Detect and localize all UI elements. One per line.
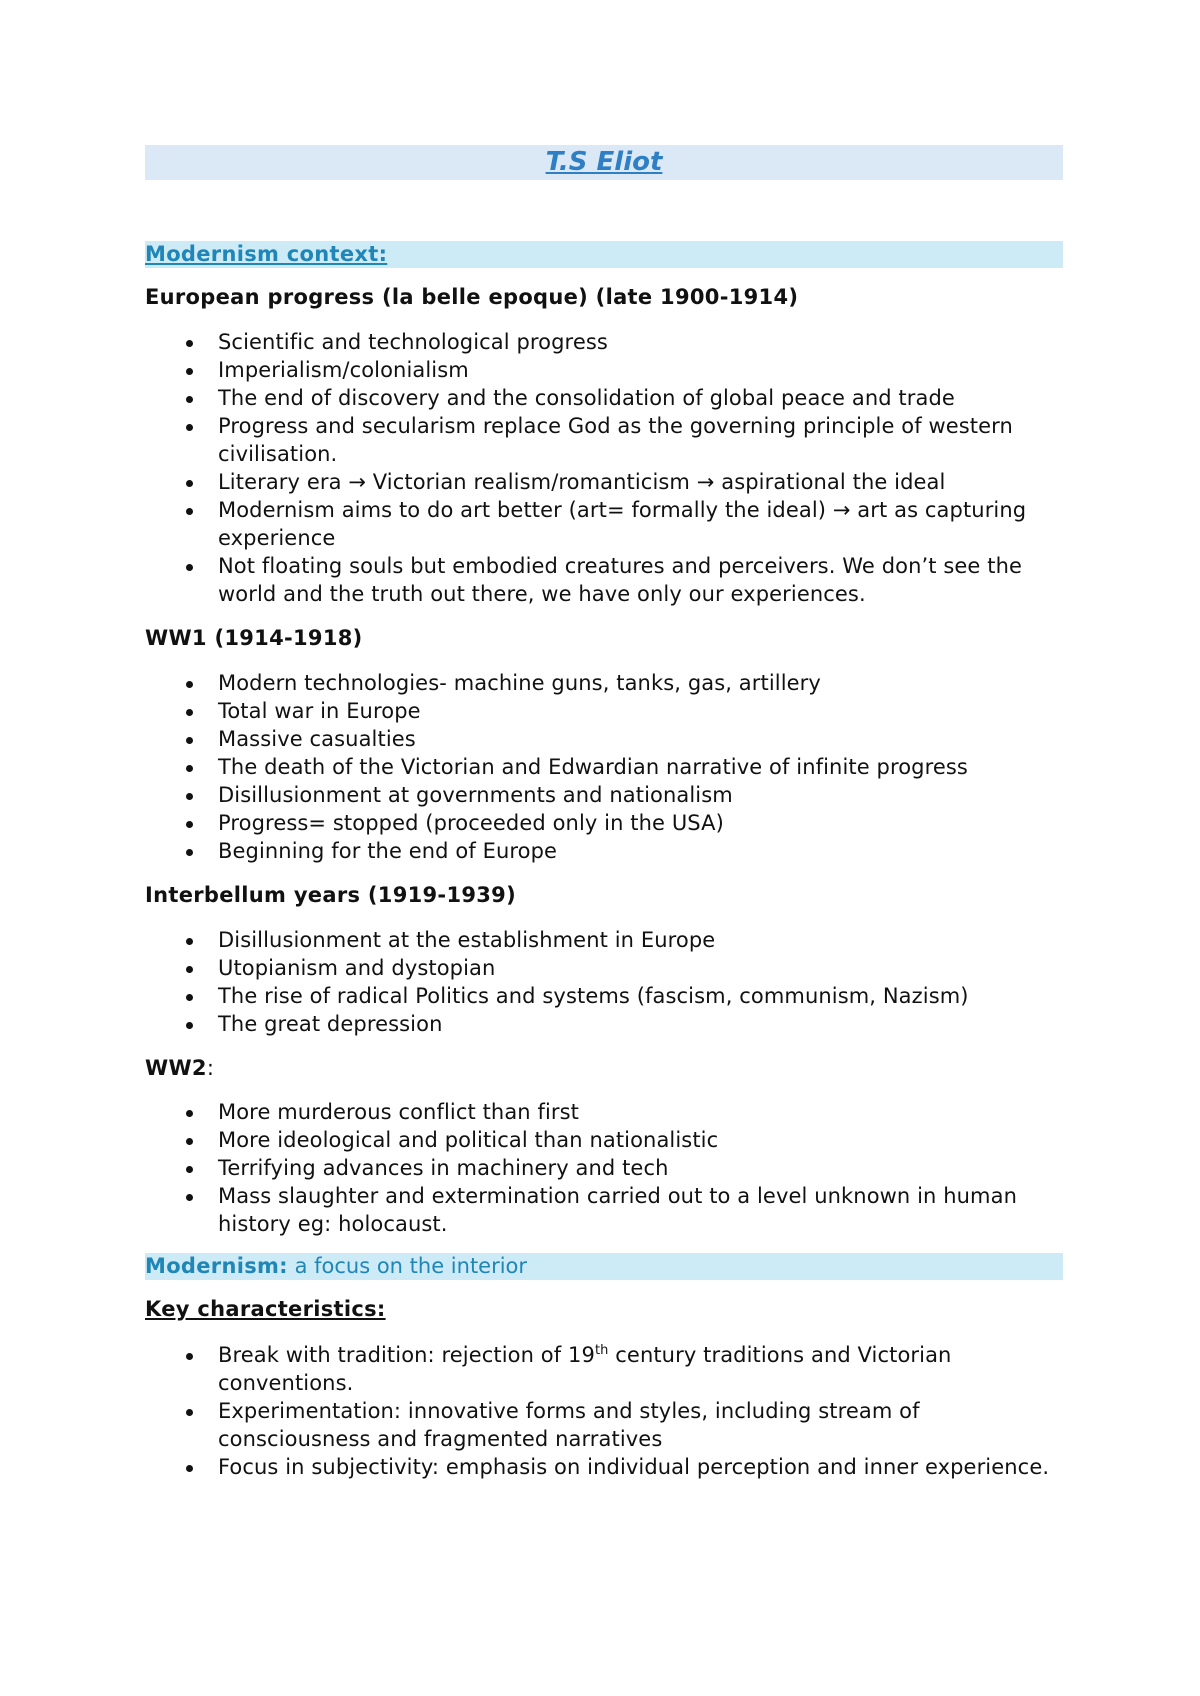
bullet-icon	[186, 938, 193, 945]
list-item: Modernism aims to do art better (art= formally the ideal) → art as capturing experience	[145, 496, 1063, 552]
section-heading-key-characteristics: Key characteristics:	[145, 1297, 386, 1321]
list-european-progress	[145, 328, 1063, 608]
bullet-icon	[186, 1110, 193, 1117]
document-page	[145, 0, 1063, 1696]
list-item: Disillusionment at governments and nationalism	[145, 781, 1063, 809]
modernism-context-bar	[145, 241, 1063, 268]
list-item: Progress= stopped (proceeded only in the USA)	[145, 809, 1063, 837]
bullet-icon	[186, 709, 193, 716]
list-item: Scientific and technological progress	[145, 328, 1063, 356]
list-item: More ideological and political than nationalistic	[145, 1126, 1063, 1154]
section-heading-interbellum: Interbellum years (1919-1939)	[145, 883, 516, 907]
list-item: Progress and secularism replace God as the governing principle of western civilisation.	[145, 412, 1063, 468]
bullet-icon	[186, 1022, 193, 1029]
bullet-icon	[186, 1465, 193, 1472]
list-item: Literary era → Victorian realism/romanticism → aspirational the ideal	[145, 468, 1063, 496]
list-ww1	[145, 669, 1063, 865]
bullet-icon	[186, 765, 193, 772]
bullet-icon	[186, 966, 193, 973]
bullet-icon	[186, 480, 193, 487]
list-interbellum	[145, 926, 1063, 1038]
bullet-icon	[186, 424, 193, 431]
bullet-icon	[186, 849, 193, 856]
bullet-icon	[186, 1353, 193, 1360]
list-item: The end of discovery and the consolidation of global peace and trade	[145, 384, 1063, 412]
bullet-icon	[186, 508, 193, 515]
list-item: More murderous conflict than first	[145, 1098, 1063, 1126]
document-title: T.S Eliot	[545, 147, 663, 177]
list-item: Focus in subjectivity: emphasis on individual perception and inner experience.	[145, 1453, 1063, 1481]
bullet-icon	[186, 1194, 193, 1201]
modernism-focus-text: a focus on the interior	[287, 1254, 528, 1278]
list-item: Beginning for the end of Europe	[145, 837, 1063, 865]
list-ww2	[145, 1098, 1063, 1238]
section-heading-ww2: WW2:	[145, 1056, 215, 1080]
modernism-focus-bar	[145, 1253, 1063, 1280]
bullet-icon	[186, 821, 193, 828]
list-item: The great depression	[145, 1010, 1063, 1038]
list-item: Massive casualties	[145, 725, 1063, 753]
list-item: Mass slaughter and extermination carried out to a level unknown in human history eg: holocaust.	[145, 1182, 1063, 1238]
bullet-icon	[186, 1409, 193, 1416]
list-item: The rise of radical Politics and systems (fascism, communism, Nazism)	[145, 982, 1063, 1010]
modernism-context-heading: Modernism context:	[145, 242, 388, 266]
list-item: Modern technologies- machine guns, tanks, gas, artillery	[145, 669, 1063, 697]
list-item: Break with tradition: rejection of 19th century traditions and Victorian conventions.	[145, 1341, 1063, 1397]
modernism-focus-label: Modernism:	[145, 1254, 288, 1278]
bullet-icon	[186, 396, 193, 403]
section-heading-ww1: WW1 (1914-1918)	[145, 626, 363, 650]
bullet-icon	[186, 1166, 193, 1173]
bullet-icon	[186, 340, 193, 347]
list-item: Utopianism and dystopian	[145, 954, 1063, 982]
bullet-icon	[186, 368, 193, 375]
bullet-icon	[186, 681, 193, 688]
list-item: Terrifying advances in machinery and tech	[145, 1154, 1063, 1182]
list-item: Imperialism/colonialism	[145, 356, 1063, 384]
bullet-icon	[186, 564, 193, 571]
list-key-characteristics	[145, 1341, 1063, 1481]
bullet-icon	[186, 793, 193, 800]
list-item: Not floating souls but embodied creatures and perceivers. We don’t see the world and the truth out there, we have only our experiences.	[145, 552, 1063, 608]
list-item: Total war in Europe	[145, 697, 1063, 725]
bullet-icon	[186, 1138, 193, 1145]
list-item: The death of the Victorian and Edwardian narrative of infinite progress	[145, 753, 1063, 781]
bullet-icon	[186, 994, 193, 1001]
list-item: Disillusionment at the establishment in Europe	[145, 926, 1063, 954]
section-heading-european-progress: European progress (la belle epoque) (late 1900-1914)	[145, 285, 799, 309]
list-item: Experimentation: innovative forms and styles, including stream of consciousness and fragmented narratives	[145, 1397, 1063, 1453]
title-bar	[145, 145, 1063, 180]
bullet-icon	[186, 737, 193, 744]
